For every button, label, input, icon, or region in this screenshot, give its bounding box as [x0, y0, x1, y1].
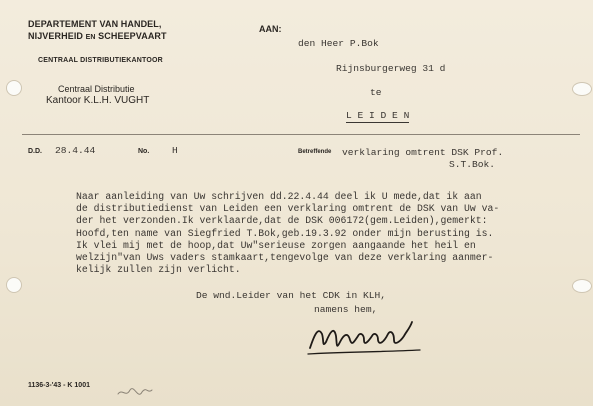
body-line: welzijn"van Uws vaders stamkaart,tengevolge van deze verklaring aanmer- [76, 252, 494, 264]
letterhead-line-1: DEPARTEMENT VAN HANDEL, [28, 19, 162, 29]
office-stamp [46, 84, 149, 106]
letterhead-office: CENTRAAL DISTRIBUTIEKANTOOR [38, 57, 163, 64]
recipient-te: te [370, 87, 382, 98]
body-line: Naar aanleiding van Uw schrijven dd.22.4.44 deel ik U mede,dat ik aan [76, 191, 482, 202]
recipient-name: den Heer P.Bok [298, 38, 379, 49]
subject-line-1: verklaring omtrent DSK Prof. [342, 147, 504, 158]
body-line: Hoofd,ten name van Siegfried T.Bok,geb.19.3.92 onder mijn berusting is. [76, 227, 494, 239]
recipient-street: Rijnsburgerweg 31 d [336, 63, 446, 74]
closing-line-1: De wnd.Leider van het CDK in KLH, [196, 290, 386, 301]
punch-hole-right [572, 82, 592, 96]
handwritten-signature [300, 312, 430, 362]
form-code: 1136-3-'43 - K 1001 [28, 382, 90, 389]
punch-hole-right-lower [572, 279, 592, 293]
stamp-line-1: Centraal Distributie [58, 84, 135, 94]
letter-number: H [172, 145, 178, 156]
closing-line-2: namens hem, [314, 304, 378, 315]
header-divider [22, 134, 580, 135]
body-line: Ik vlei mij met de hoop,dat Uw"serieuse zorgen aangaande het heil en [76, 239, 476, 251]
recipient-city: L E I D E N [346, 110, 410, 121]
stamp-line-2: Kantoor K.L.H. VUGHT [46, 95, 150, 106]
number-label: No. [138, 148, 150, 155]
body-line: der het verzonden.Ik verklaarde,dat de DSK 006172(gem.Leiden),gemerkt: [76, 215, 488, 227]
address-label: AAN: [259, 24, 282, 34]
body-line: de distributiedienst van Leiden een verklaring omtrent de DSK van Uw va- [76, 203, 500, 215]
punch-hole-left-lower [6, 277, 22, 293]
date-label: D.D. [28, 148, 42, 155]
punch-hole-left [6, 80, 22, 96]
letterhead-department [28, 18, 167, 44]
letter-date: 28.4.44 [55, 145, 96, 156]
letterhead-line-2: NIJVERHEID EN SCHEEPVAART [28, 31, 167, 41]
letter-body [76, 191, 499, 276]
body-line: kelijk zullen zijn verlicht. [76, 264, 241, 276]
pencil-scribble [114, 380, 154, 404]
subject-label: Betreffende [298, 149, 332, 155]
subject-line-2: S.T.Bok. [449, 159, 496, 170]
